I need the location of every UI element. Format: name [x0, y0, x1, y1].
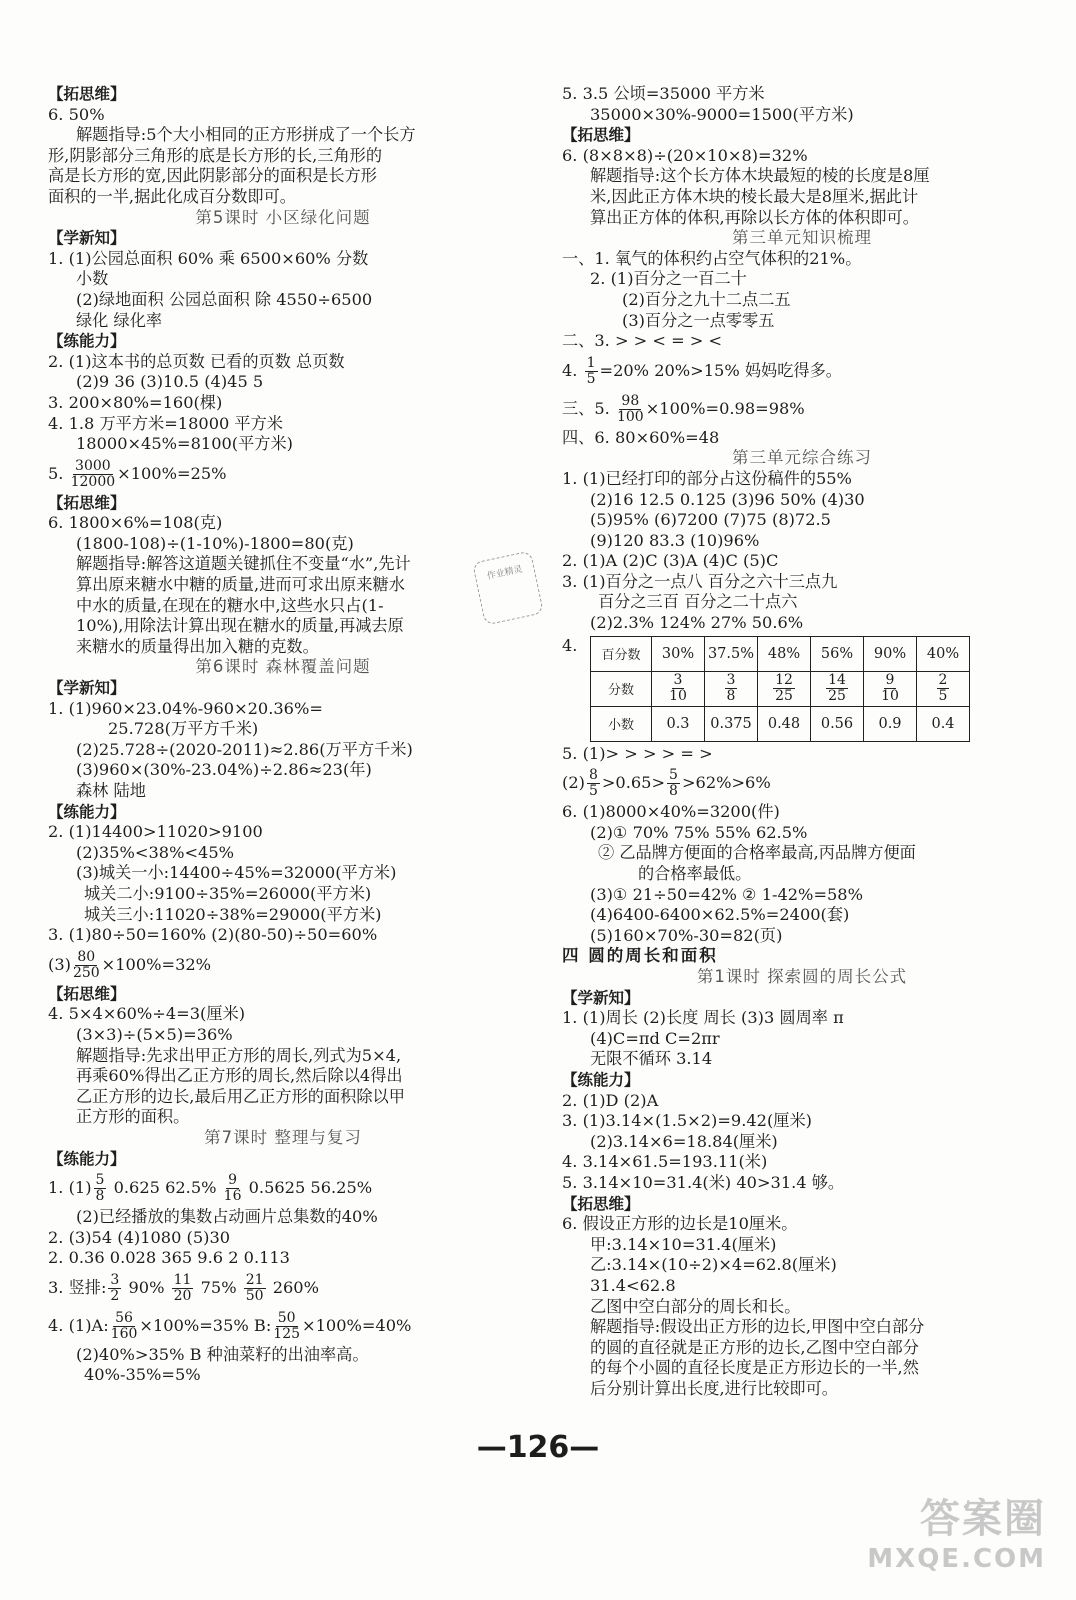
- fraction-numerator: 5: [95, 1172, 105, 1189]
- fraction-numerator: 12: [775, 672, 793, 689]
- table-cell: [705, 671, 758, 706]
- answer-line: 4. 3.14×61.5=193.11(米): [562, 1152, 768, 1172]
- lesson-title: 第三单元知识梳理: [732, 228, 872, 248]
- table-cell: 小数: [591, 706, 652, 741]
- table-block: [562, 636, 1042, 742]
- answer-line: (3)城关一小:14400÷45%=32000(平方米): [76, 863, 397, 883]
- answer-line: 2. 0.36 0.028 365 9.6 2 0.113: [48, 1248, 290, 1268]
- answer-line: 城关三小:11020÷38%=29000(平方米): [84, 904, 382, 924]
- fraction-numerator: 5: [669, 767, 678, 784]
- answer-line: 甲:3.14×10=31.4(厘米): [590, 1234, 777, 1254]
- table-cell: 48%: [758, 636, 811, 671]
- answer-line: 小数: [76, 269, 109, 289]
- answer-line: 后分别计算出长度,进行比较即可。: [590, 1378, 838, 1398]
- answer-line: 1. (1)周长 (2)长度 周长 (3)3 圆周率 π: [562, 1008, 844, 1028]
- lesson-title: 第1课时 探索圆的周长公式: [696, 967, 908, 986]
- right-column: [562, 84, 1042, 1399]
- answer-line: 城关二小:9100÷35%=26000(平方米): [84, 883, 372, 903]
- answer-line-with-fraction: (3) $\frac{80}{250}$ ×100%=32%: [48, 948, 212, 981]
- answer-line: 6. (1)8000×40%=3200(件): [562, 802, 780, 822]
- fraction-denominator: 8: [726, 688, 736, 705]
- answer-line: (2)2.3% 124% 27% 50.6%: [590, 613, 804, 633]
- section-tag: 【拓思维】: [562, 126, 640, 145]
- answer-line: (9)120 83.3 (10)96%: [590, 530, 760, 550]
- table-cell: 56%: [811, 636, 864, 671]
- answer-line: (5)160×70%-30=82(页): [590, 925, 783, 945]
- answer-line: 2. (1)百分之一百二十: [590, 269, 747, 289]
- page-number: —126—: [476, 1430, 600, 1465]
- answer-line: 2. (1)14400>11020>9100: [48, 822, 263, 842]
- fraction: [585, 356, 598, 387]
- fraction: [73, 950, 100, 981]
- answer-line: 乙正方形的边长,最后用乙正方形的面积除以甲: [76, 1086, 405, 1106]
- answer-line: (2)3.14×6=18.84(厘米): [590, 1131, 778, 1151]
- answer-line-with-fraction: 1. (1) $\frac{5}{8}$ 0.625 62.5% $\frac{9}{16}$ 0.5625 56.25%: [48, 1172, 373, 1205]
- fraction-numerator: 9: [228, 1172, 238, 1189]
- fraction: [108, 1273, 121, 1304]
- section-tag: 【学新知】: [562, 988, 640, 1007]
- section-tag: 【练能力】: [48, 802, 126, 821]
- table-cell: 0.4: [917, 706, 970, 741]
- fraction: [587, 768, 600, 799]
- answer-line: (3)百分之一点零零五: [622, 310, 775, 330]
- answer-line-with-fraction: 三、5. $\frac{98}{100}$ ×100%=0.98=98%: [562, 392, 805, 425]
- fraction: [224, 1173, 242, 1204]
- fraction-denominator: 12000: [70, 473, 116, 490]
- left-column: [48, 84, 518, 1386]
- answer-line: 森林 陆地: [76, 781, 146, 800]
- answer-line: 18000×45%=8100(平方米): [76, 434, 293, 454]
- answer-line: 6. 假设正方形的边长是10厘米。: [562, 1214, 798, 1234]
- answer-line: 高是长方形的宽,因此阴影部分的面积是长方形: [48, 166, 377, 186]
- watermark: [867, 1487, 1046, 1574]
- answer-line: (4)C=πd C=2πr: [590, 1028, 720, 1048]
- fraction-numerator: 21: [245, 1271, 264, 1288]
- table-cell: 40%: [917, 636, 970, 671]
- answer-line: (2)40%>35% B 种油菜籽的出油率高。: [76, 1344, 369, 1364]
- answer-line: 1. (1)公园总面积 60% 乘 6500×60% 分数: [48, 248, 369, 268]
- stamp-logo: 作业精灵: [472, 550, 544, 625]
- table-cell: [652, 671, 705, 706]
- answer-line: 面积的一半,据此化成百分数即可。: [48, 186, 296, 206]
- answer-line: 的合格率最低。: [638, 864, 752, 884]
- fraction-numerator: 98: [621, 392, 640, 409]
- fraction-denominator: 125: [273, 1325, 301, 1342]
- answer-line: 乙:3.14×(10÷2)×4=62.8(厘米): [590, 1255, 837, 1275]
- fraction: [773, 673, 795, 704]
- fraction-numerator: 1: [586, 354, 596, 371]
- fraction-numerator: 3: [110, 1271, 120, 1288]
- answer-line: (2)25.728÷(2020-2011)≈2.86(万平方千米): [76, 739, 413, 759]
- table-cell: 0.3: [652, 706, 705, 741]
- fraction: [937, 673, 950, 704]
- answer-line: (2)百分之九十二点二五: [622, 289, 791, 309]
- table-cell: 0.56: [811, 706, 864, 741]
- answer-line: 四、6. 80×60%=48: [562, 427, 720, 447]
- answer-line: (2)9 36 (3)10.5 (4)45 5: [76, 372, 264, 392]
- fraction-numerator: 3000: [75, 457, 111, 474]
- fraction-denominator: 8: [669, 783, 678, 800]
- fraction-numerator: 3: [726, 672, 736, 689]
- question-number: 4.: [562, 635, 578, 655]
- answer-line-with-fraction: 5. $\frac{3000}{12000}$ ×100%=25%: [48, 457, 227, 490]
- answer-line: (3×3)÷(5×5)=36%: [76, 1024, 233, 1044]
- fraction-numerator: 50: [277, 1309, 296, 1326]
- table-row: [591, 636, 970, 671]
- fraction-denominator: 20: [173, 1287, 192, 1304]
- lesson-title: 第三单元综合练习: [732, 448, 872, 468]
- fraction-denominator: 5: [938, 688, 948, 705]
- answer-line: (2)绿地面积 公园总面积 除 4550÷6500: [76, 289, 373, 309]
- fraction: [881, 673, 899, 704]
- section-tag: 【学新知】: [48, 679, 126, 698]
- answer-line-with-fraction: 4. $\frac{1}{5}$ =20% 20%>15% 妈妈吃得多。: [562, 354, 842, 387]
- table-cell: [758, 671, 811, 706]
- fraction-numerator: 14: [828, 672, 846, 689]
- watermark-url: MXQE.COM: [867, 1544, 1046, 1574]
- answer-line: 米,因此正方体木块的棱长最大是8厘米,据此计: [590, 186, 919, 206]
- fraction-denominator: 25: [775, 688, 793, 705]
- section-tag: 【练能力】: [562, 1070, 640, 1089]
- answer-line: 再乘60%得出乙正方形的周长,然后除以4得出: [76, 1066, 403, 1086]
- answer-line: (3)① 21÷50=42% ② 1-42%=58%: [590, 884, 863, 904]
- answer-line: 6. (8×8×8)÷(20×10×8)=32%: [562, 145, 808, 165]
- answer-line: 6. 50%: [48, 104, 105, 124]
- fraction-numerator: 3: [673, 672, 683, 689]
- answer-line: 2. (1)D (2)A: [562, 1090, 659, 1110]
- table-cell: 0.9: [864, 706, 917, 741]
- fraction: [273, 1311, 300, 1342]
- answer-line: 10%),用除法计算出现在糖水的质量,再减去原: [76, 616, 404, 636]
- answer-line: (3)960×(30%-23.04%)÷2.86≈23(年): [76, 760, 372, 780]
- answer-line-with-fraction: 3. 竖排: $\frac{3}{2}$ 90% $\frac{11}{20}$ 75% $\frac{21}{50}$ 260%: [48, 1271, 319, 1304]
- table-row: [591, 671, 970, 706]
- fraction-numerator: 9: [885, 672, 895, 689]
- answer-line: (2)① 70% 75% 55% 62.5%: [590, 822, 808, 842]
- answer-line: 算出原来糖水中糖的质量,进而可求出原来糖水: [76, 575, 405, 595]
- answer-line: 3. (1)百分之一点八 百分之六十三点九: [562, 571, 838, 591]
- fraction: [826, 673, 848, 704]
- answer-line: 40%-35%=5%: [84, 1365, 201, 1385]
- table-cell: 百分数: [591, 636, 652, 671]
- fraction: [94, 1173, 107, 1204]
- fraction: [617, 394, 644, 425]
- answer-line: 2. (1)这本书的总页数 已看的页数 总页数: [48, 351, 345, 371]
- answer-line: 正方形的面积。: [76, 1107, 190, 1127]
- answer-line: 解题指导:假设出正方形的边长,甲图中空白部分: [590, 1317, 925, 1337]
- answer-line: 4. 5×4×60%÷4=3(厘米): [48, 1004, 246, 1024]
- answer-line: 解题指导:解答这道题关键抓住不变量“水”,先计: [76, 554, 411, 574]
- fraction: [111, 1311, 138, 1342]
- answer-line: 解题指导:5个大小相同的正方形拼成了一个长方: [76, 125, 416, 145]
- answer-line: 5. 3.5 公顷=35000 平方米: [562, 84, 765, 103]
- answer-line-with-fraction: 4. (1)A: $\frac{56}{160}$ ×100%=35% B: $\frac{50}{125}$ ×100%=40%: [48, 1309, 412, 1342]
- fraction-denominator: 8: [95, 1188, 105, 1205]
- fraction-denominator: 5: [588, 783, 598, 800]
- fraction-denominator: 250: [72, 964, 100, 981]
- answer-line: 的圆的直径就是正方形的边长,乙图中空白部分: [590, 1337, 919, 1357]
- answer-line: ② 乙品牌方便面的合格率最高,丙品牌方便面: [598, 843, 916, 863]
- answer-line-with-fraction: (2) $\frac{8}{5}$ >0.65> $\frac{5}{8}$ >62%>6%: [562, 767, 771, 800]
- fraction-denominator: 2: [110, 1287, 120, 1304]
- fraction: [667, 768, 680, 799]
- fraction-numerator: 80: [77, 948, 96, 965]
- answer-line: (1800-108)÷(1-10%)-1800=80(克): [76, 533, 354, 553]
- lesson-title: 第7课时 整理与复习: [204, 1127, 362, 1147]
- fraction-denominator: 50: [245, 1287, 264, 1304]
- fraction-denominator: 10: [669, 688, 687, 705]
- table-cell: 37.5%: [705, 636, 758, 671]
- fraction-numerator: 11: [173, 1271, 192, 1288]
- fraction: [172, 1273, 194, 1304]
- answer-line: 5. (1)> > > > = >: [562, 743, 713, 763]
- table-cell: [917, 671, 970, 706]
- answer-line: 31.4<62.8: [590, 1275, 676, 1295]
- answer-line: 一、1. 氧气的体积约占空气体积的21%。: [562, 248, 862, 268]
- answer-line: 解题指导:这个长方体木块最短的棱的长度是8厘: [590, 166, 930, 186]
- lesson-title: 第6课时 森林覆盖问题: [195, 657, 371, 677]
- fraction-denominator: 100: [616, 408, 644, 425]
- answer-line: 3. 200×80%=160(棵): [48, 392, 223, 412]
- answer-line: 1. (1)已经打印的部分占这份稿件的55%: [562, 468, 852, 488]
- fraction: [725, 673, 738, 704]
- answer-line: (2)已经播放的集数占动画片总集数的40%: [76, 1207, 378, 1227]
- table-row: [591, 706, 970, 741]
- answer-line: 解题指导:先求出甲正方形的周长,列式为5×4,: [76, 1045, 402, 1065]
- answer-line: 百分之三百 百分之二十点六: [598, 592, 798, 612]
- answer-line: (2)35%<38%<45%: [76, 842, 234, 862]
- answer-line: 2. (1)A (2)C (3)A (4)C (5)C: [562, 551, 779, 571]
- answer-line: 4. 1.8 万平方米=18000 平方米: [48, 413, 283, 433]
- section-tag: 【学新知】: [48, 229, 126, 248]
- unit-title: 四 圆的周长和面积: [562, 946, 718, 966]
- answer-line: (2)16 12.5 0.125 (3)96 50% (4)30: [590, 489, 865, 509]
- answer-line: 6. 1800×6%=108(克): [48, 513, 223, 533]
- answer-line: 中水的质量,在现在的糖水中,这些水只占(1-: [76, 595, 384, 615]
- fraction-denominator: 10: [881, 688, 899, 705]
- fraction-denominator: 25: [828, 688, 846, 705]
- conversion-table: [590, 636, 970, 742]
- watermark-title: 答案圈: [920, 1496, 1046, 1542]
- section-tag: 【拓思维】: [562, 1194, 640, 1213]
- answer-line: 来糖水的质量得出加入糖的克数。: [76, 636, 319, 656]
- table-cell: 0.48: [758, 706, 811, 741]
- table-cell: 分数: [591, 671, 652, 706]
- section-tag: 【练能力】: [48, 332, 126, 351]
- answer-line: 1. (1)960×23.04%-960×20.36%=: [48, 698, 323, 718]
- section-tag: 【拓思维】: [48, 493, 126, 512]
- fraction: [669, 673, 687, 704]
- fraction-denominator: 160: [110, 1325, 138, 1342]
- fraction: [71, 459, 116, 490]
- section-tag: 【练能力】: [48, 1149, 126, 1168]
- answer-line: 算出正方体的体积,再除以长方体的体积即可。: [590, 207, 919, 227]
- answer-line: (5)95% (6)7200 (7)75 (8)72.5: [590, 510, 831, 530]
- fraction-denominator: 16: [223, 1188, 242, 1205]
- answer-line: 3. (1)3.14×(1.5×2)=9.42(厘米): [562, 1111, 812, 1131]
- answer-line: (4)6400-6400×62.5%=2400(套): [590, 905, 850, 925]
- answer-line: 无限不循环 3.14: [590, 1049, 713, 1069]
- table-cell: 90%: [864, 636, 917, 671]
- table-cell: [811, 671, 864, 706]
- answer-line: 二、3. > > < = > <: [562, 331, 723, 351]
- section-tag: 【拓思维】: [48, 85, 126, 103]
- section-tag: 【拓思维】: [48, 984, 126, 1003]
- answer-line: 3. (1)80÷50=160% (2)(80-50)÷50=60%: [48, 925, 378, 945]
- answer-line: 的每个小圆的直径长度是正方形边长的一半,然: [590, 1358, 919, 1378]
- table-cell: [864, 671, 917, 706]
- table-cell: 0.375: [705, 706, 758, 741]
- fraction: [244, 1273, 266, 1304]
- answer-line: 35000×30%-9000=1500(平方米): [590, 104, 854, 124]
- fraction-denominator: 5: [586, 370, 596, 387]
- table-cell: 30%: [652, 636, 705, 671]
- answer-line: 形,阴影部分三角形的底是长方形的长,三角形的: [48, 145, 383, 165]
- answer-line: 绿化 绿化率: [76, 310, 163, 330]
- answer-line: 2. (3)54 (4)1080 (5)30: [48, 1227, 231, 1247]
- fraction-numerator: 2: [938, 672, 948, 689]
- fraction-numerator: 56: [115, 1309, 133, 1326]
- answer-line: 乙图中空白部分的周长和长。: [590, 1296, 801, 1316]
- answer-line: 5. 3.14×10=31.4(米) 40>31.4 够。: [562, 1172, 845, 1192]
- lesson-title: 第5课时 小区绿化问题: [195, 207, 371, 227]
- fraction-numerator: 8: [588, 767, 598, 784]
- answer-line: 25.728(万平方千米): [108, 719, 259, 739]
